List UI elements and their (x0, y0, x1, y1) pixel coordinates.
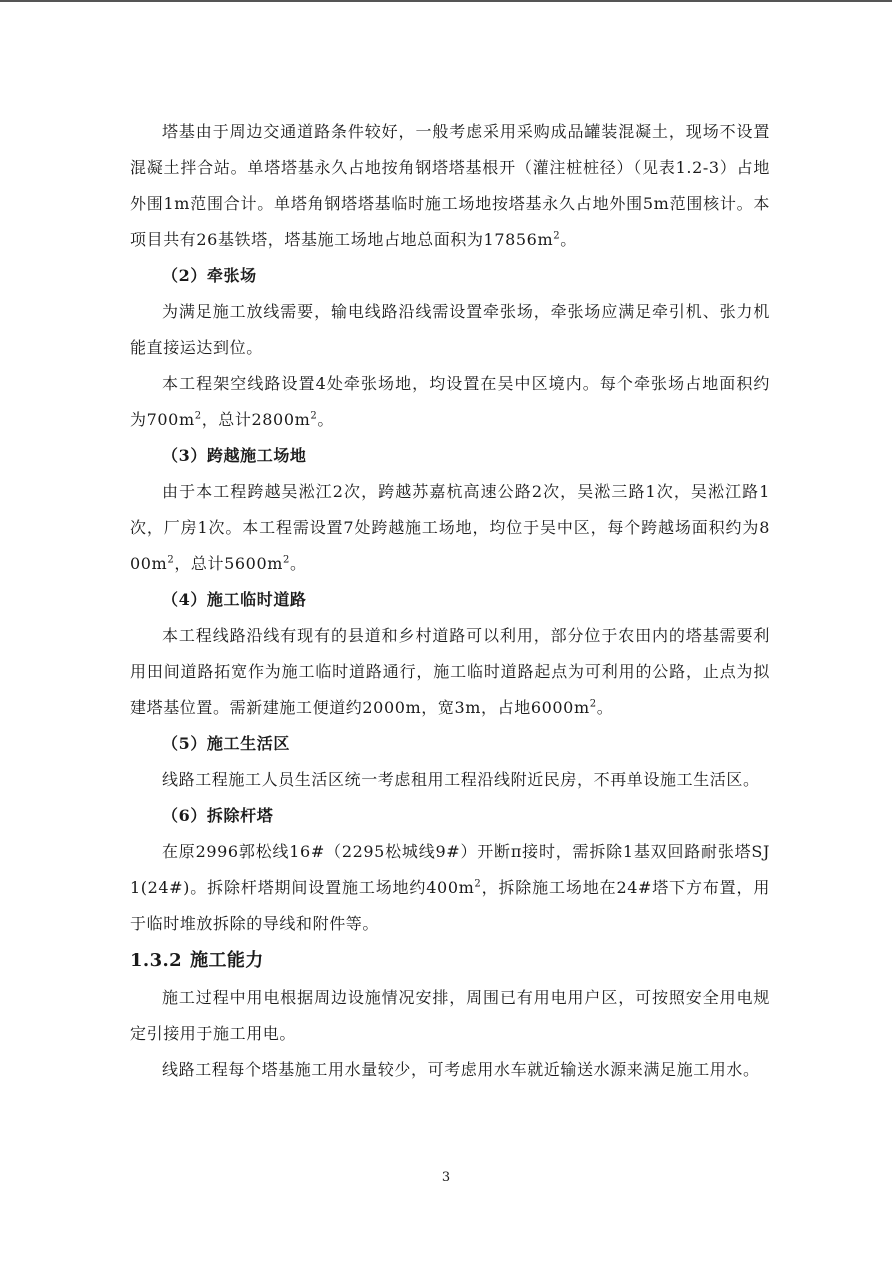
section-heading-construction-capacity: 1.3.2 施工能力 (130, 950, 264, 971)
heading-tension-field: （2）牵张场 (162, 266, 257, 285)
paragraph-living-area: 线路工程施工人员生活区统一考虑租用工程沿线附近民房，不再单设施工生活区。 (162, 770, 760, 789)
heading-temporary-road: （4）施工临时道路 (162, 590, 307, 609)
paragraph-tower-foundation: 塔基由于周边交通道路条件较好，一般考虑采用采购成品罐装混凝土，现场不设置混凝土拌合站。单塔塔基永久占地按角钢塔塔基根开（灌注桩桩径）（见表1.2-3）占地外围1m范围合计。单塔角钢塔塔基临时施工场地按塔基永久占地外围5m范围核计。本项目共有26基铁塔，塔基施工场地占地总面积为$17856m^2$。 (130, 122, 770, 249)
paragraph-crossing-site: 由于本工程跨越吴淞江2次，跨越苏嘉杭高速公路2次，吴淞三路1次，吴淞江路1次，厂房1次。本工程需设置7处跨越施工场地，均位于吴中区，每个跨越场面积约为$800m^2$，总计$5600m^2$。 (130, 482, 770, 573)
heading-tower-removal: （6）拆除杆塔 (162, 806, 274, 825)
heading-living-area: （5）施工生活区 (162, 734, 290, 753)
top-border-line (0, 0, 892, 2)
paragraph-tower-removal: 在原2996郭松线16#（2295松城线9#）开断π接时，需拆除1基双回路耐张塔SJ1(24#)。拆除杆塔期间设置施工场地约$400m^2$，拆除施工场地在24#塔下方布置，用于临时堆放拆除的导线和附件等。 (130, 842, 770, 933)
paragraph-tension-field-purpose: 为满足施工放线需要，输电线路沿线需设置牵张场，牵张场应满足牵引机、张力机能直接运达到位。 (130, 302, 770, 357)
paragraph-temporary-road: 本工程线路沿线有现有的县道和乡村道路可以利用，部分位于农田内的塔基需要利用田间道路拓宽作为施工临时道路通行，施工临时道路起点为可利用的公路，止点为拟建塔基位置。需新建施工便道约2000m，宽3m，占地$6000m^2$。 (130, 626, 770, 717)
paragraph-tension-field-area: 本工程架空线路设置4处牵张场地，均设置在吴中区境内。每个牵张场占地面积约为$700m^2$，总计$2800m^2$。 (130, 374, 770, 429)
heading-crossing-site: （3）跨越施工场地 (162, 446, 307, 465)
page-number: 3 (441, 1170, 451, 1185)
document-body (130, 114, 770, 1088)
paragraph-power-supply: 施工过程中用电根据周边设施情况安排，周围已有用电用户区，可按照安全用电规定引接用于施工用电。 (130, 988, 770, 1043)
paragraph-water-supply: 线路工程每个塔基施工用水量较少，可考虑用水车就近输送水源来满足施工用水。 (162, 1060, 760, 1079)
